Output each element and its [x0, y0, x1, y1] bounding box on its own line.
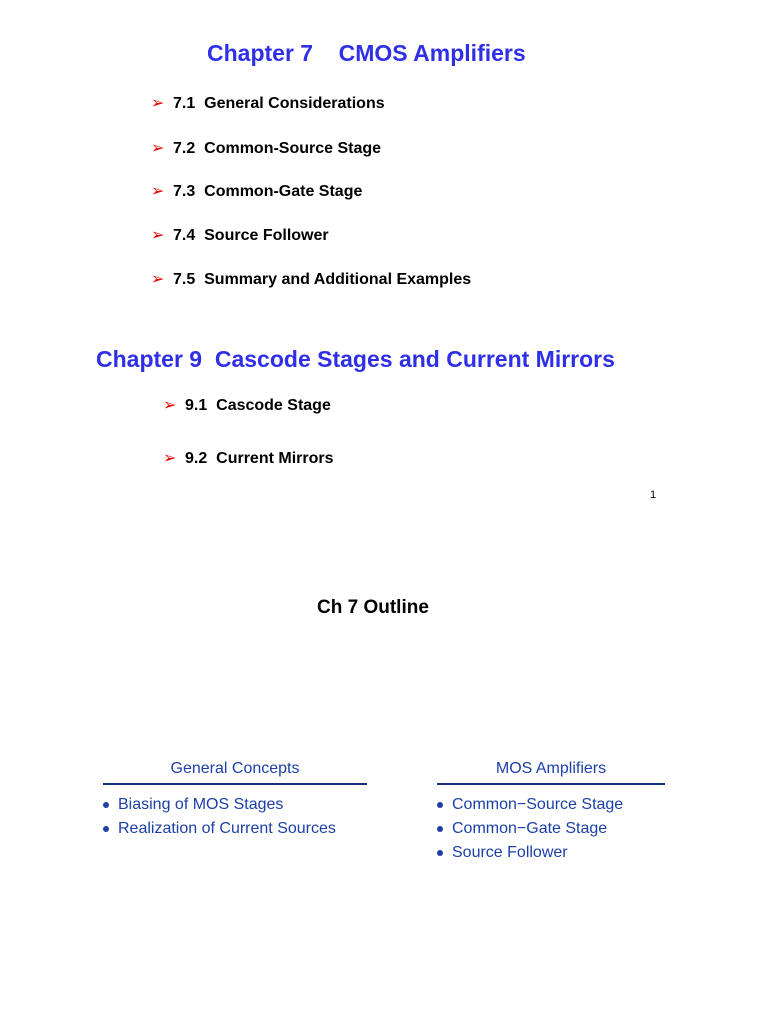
bullet-label: 7.2 Common-Source Stage — [173, 140, 382, 157]
bullet-dot-icon — [437, 850, 443, 856]
chapter7-item-3 — [151, 184, 362, 200]
chapter7-item-4 — [151, 228, 329, 244]
chapter7-item-2 — [151, 141, 381, 157]
general-concepts-rule — [103, 783, 367, 785]
chapter9-item-2 — [163, 451, 333, 467]
list-item-label: Realization of Current Sources — [118, 820, 336, 837]
mos-amplifiers-heading: MOS Amplifiers — [495, 760, 607, 777]
bullet-label: 9.2 Current Mirrors — [185, 450, 334, 467]
general-concepts-list — [103, 793, 367, 841]
list-item-label: Biasing of MOS Stages — [118, 796, 284, 813]
arrow-bullet-icon: ➢ — [163, 397, 177, 414]
chapter7-title: Chapter 7 CMOS Amplifiers — [207, 40, 526, 66]
mos-amplifiers-rule — [437, 783, 665, 785]
list-item-label: Common−Source Stage — [452, 796, 624, 813]
chapter9-item-1 — [163, 398, 331, 414]
mos-amplifiers-column — [437, 761, 665, 865]
bullet-label: 7.4 Source Follower — [173, 227, 329, 244]
chapter9-title: Chapter 9 Cascode Stages and Current Mirrors — [96, 346, 615, 372]
mos-amplifiers-list — [437, 793, 665, 865]
bullet-label: 9.1 Cascode Stage — [185, 397, 331, 414]
list-item — [437, 817, 665, 841]
list-item — [103, 793, 367, 817]
list-item-label: Source Follower — [452, 844, 568, 861]
page-number: 1 — [650, 489, 657, 501]
general-concepts-heading: General Concepts — [170, 760, 300, 777]
list-item — [437, 793, 665, 817]
list-item-label: Common−Gate Stage — [452, 820, 608, 837]
bullet-dot-icon — [437, 826, 443, 832]
arrow-bullet-icon: ➢ — [151, 95, 165, 112]
outline-title: Ch 7 Outline — [317, 597, 429, 618]
list-item — [103, 817, 367, 841]
general-concepts-column — [103, 761, 367, 841]
bullet-dot-icon — [103, 802, 109, 808]
arrow-bullet-icon: ➢ — [163, 450, 177, 467]
arrow-bullet-icon: ➢ — [151, 183, 165, 200]
arrow-bullet-icon: ➢ — [151, 140, 165, 157]
chapter7-item-5 — [151, 272, 471, 288]
bullet-label: 7.5 Summary and Additional Examples — [173, 271, 472, 288]
bullet-label: 7.3 Common-Gate Stage — [173, 183, 363, 200]
bullet-dot-icon — [103, 826, 109, 832]
arrow-bullet-icon: ➢ — [151, 227, 165, 244]
list-item — [437, 841, 665, 865]
chapter7-item-1 — [151, 96, 385, 112]
bullet-dot-icon — [437, 802, 443, 808]
bullet-label: 7.1 General Considerations — [173, 95, 385, 112]
arrow-bullet-icon: ➢ — [151, 271, 165, 288]
